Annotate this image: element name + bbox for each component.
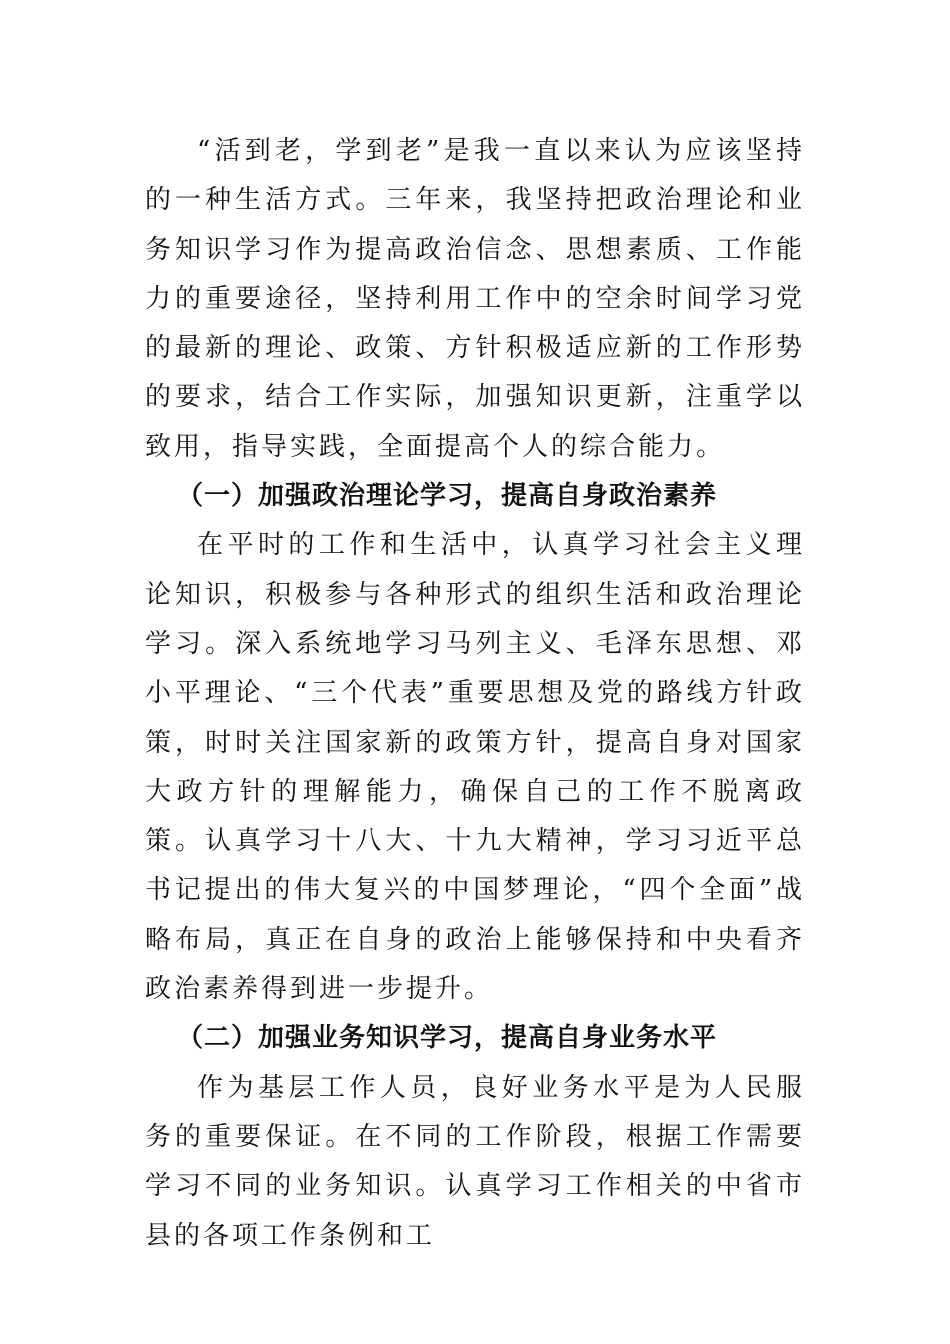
intro-paragraph: “活到老，学到老”是我一直以来认为应该坚持的一种生活方式。三年来，我坚持把政治理论和业务知识学习作为提高政治信念、思想素质、工作能力的重要途径，坚持利用工作中的空余时间学习党的最新的理论、政策、方针积极适应新的工作形势的要求，结合工作实际，加强知识更新，注重学以致用，指导实践，全面提高个人的综合能力。 [145,136,805,462]
section-heading-1: （一）加强政治理论学习，提高自身政治素养 [177,481,718,512]
section-body-2: 作为基层工作人员，良好业务水平是为人民服务的重要保证。在不同的工作阶段，根据工作需要学习不同的业务知识。认真学习工作相关的中省市县的各项工作条例和工 [145,1072,805,1251]
document-page [145,127,805,1261]
section-body-1: 在平时的工作和生活中，认真学习社会主义理论知识，积极参与各种形式的组织生活和政治理论学习。深入系统地学习马列主义、毛泽东思想、邓小平理论、“三个代表”重要思想及党的路线方针政策，时时关注国家新的政策方针，提高自身对国家大政方针的理解能力，确保自己的工作不脱离政策。认真学习十八大、十九大精神，学习习近平总书记提出的伟大复兴的中国梦理论，“四个全面”战略布局，真正在自身的政治上能够保持和中央看齐政治素养得到进一步提升。 [145,530,805,1005]
section-heading-2: （二）加强业务知识学习，提高自身业务水平 [177,1023,718,1054]
